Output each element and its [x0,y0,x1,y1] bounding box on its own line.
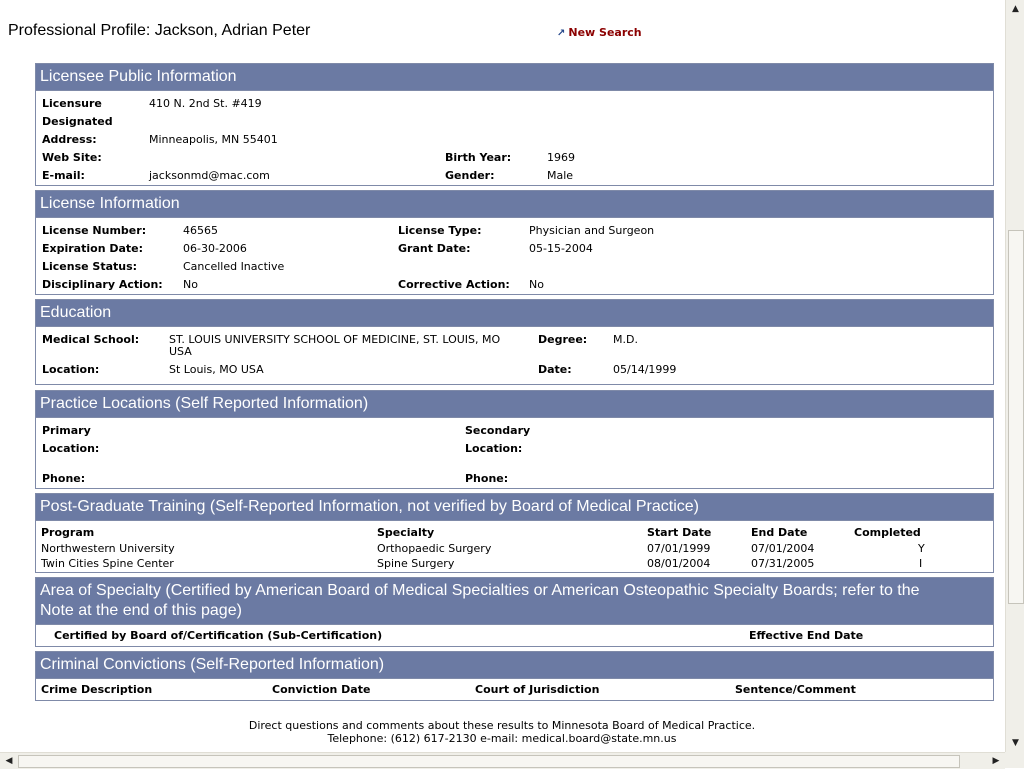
grant-date-value: 05-15-2004 [529,242,593,255]
training-col-specialty: Specialty [377,526,435,539]
link-arrow-icon: ↗ [557,28,566,39]
specialty-heading-line2: Note at the end of this page) [40,602,242,619]
gender-value: Male [547,169,574,182]
criminal-section [35,651,994,701]
address-line2: Minneapolis, MN 55401 [149,133,278,146]
address-label-2: Designated [42,115,113,128]
training-col-start: Start Date [647,526,712,539]
disciplinary-value: No [183,278,198,291]
secondary-label-2: Location: [465,442,523,455]
footer-line2: Telephone: (612) 617-2130 e-mail: medical.board@state.mn.us [327,732,677,745]
degree-label: Degree: [538,333,588,346]
education-heading: Education [36,300,993,326]
practice-section [35,390,994,489]
specialty-col-end: Effective End Date [749,629,864,642]
training-heading: Post-Graduate Training (Self-Reported Information, not verified by Board of Medical Practice) [36,494,993,520]
training-row-2-program: Twin Cities Spine Center [41,557,174,570]
criminal-col-description: Crime Description [41,683,153,696]
specialty-heading [36,578,993,624]
specialty-col-board: Certified by Board of/Certification (Sub-Certification) [54,629,383,642]
scroll-left-icon[interactable]: ◀ [5,756,13,766]
training-col-program: Program [41,526,95,539]
corrective-value: No [529,278,544,291]
new-search-label: New Search [568,26,642,39]
school-value-cont: USA [169,345,192,358]
licensee-section [35,63,994,186]
criminal-col-sentence: Sentence/Comment [735,683,856,696]
license-status-label: License Status: [42,260,138,273]
education-section [35,299,994,385]
license-status-value: Cancelled Inactive [183,260,285,273]
vertical-scrollbar[interactable] [1005,0,1024,752]
email-value: jacksonmd@mac.com [149,169,270,182]
address-line1: 410 N. 2nd St. #419 [149,97,262,110]
horizontal-scrollbar[interactable] [0,752,1005,769]
license-number-value: 46565 [183,224,218,237]
licensee-heading: Licensee Public Information [36,64,993,90]
scrollbar-corner [1005,752,1024,768]
practice-heading: Practice Locations (Self Reported Information) [36,391,993,417]
training-row-2-end: 07/31/2005 [751,557,815,570]
criminal-col-court: Court of Jurisdiction [475,683,600,696]
date-label: Date: [538,363,572,376]
grant-date-label: Grant Date: [398,242,471,255]
criminal-heading: Criminal Convictions (Self-Reported Information) [36,652,993,678]
license-section [35,190,994,295]
email-label: E-mail: [42,169,85,182]
secondary-phone-label: Phone: [465,472,509,485]
training-row-1-completed: Y [918,542,925,555]
scroll-right-icon[interactable]: ▶ [992,756,1000,766]
location-value: St Louis, MO USA [169,363,264,376]
scroll-up-icon[interactable]: ▲ [1012,4,1019,14]
gender-label: Gender: [445,169,495,182]
primary-phone-label: Phone: [42,472,86,485]
specialty-heading-line1: Area of Specialty (Certified by American Board of Medical Specialties or American Osteopathic Specialty Boards; refer to the [40,582,920,599]
training-row-2-completed: I [919,557,923,570]
license-number-label: License Number: [42,224,147,237]
training-row-1-specialty: Orthopaedic Surgery [377,542,492,555]
page-title: Professional Profile: Jackson, Adrian Peter [8,22,311,39]
school-label: Medical School: [42,333,140,346]
training-row-1-start: 07/01/1999 [647,542,711,555]
license-heading: License Information [36,191,993,217]
training-row-1-end: 07/01/2004 [751,542,815,555]
training-row-2-specialty: Spine Surgery [377,557,455,570]
license-type-label: License Type: [398,224,482,237]
training-section [35,493,994,573]
disciplinary-label: Disciplinary Action: [42,278,163,291]
location-label: Location: [42,363,100,376]
expiration-value: 06-30-2006 [183,242,247,255]
primary-label-2: Location: [42,442,100,455]
primary-label-1: Primary [42,424,91,437]
specialty-section [35,577,994,647]
birth-year-label: Birth Year: [445,151,512,164]
school-value: ST. LOUIS UNIVERSITY SCHOOL OF MEDICINE, ST. LOUIS, MO [169,333,501,346]
website-label: Web Site: [42,151,102,164]
corrective-label: Corrective Action: [398,278,510,291]
footer-line1: Direct questions and comments about these results to Minnesota Board of Medical Practice. [248,719,756,732]
horizontal-scroll-thumb[interactable] [18,755,960,768]
new-search-link[interactable] [557,26,642,39]
criminal-col-date: Conviction Date [272,683,371,696]
license-type-value: Physician and Surgeon [529,224,655,237]
expiration-label: Expiration Date: [42,242,144,255]
secondary-label-1: Secondary [465,424,531,437]
date-value: 05/14/1999 [613,363,677,376]
birth-year-value: 1969 [547,151,575,164]
vertical-scroll-thumb[interactable] [1008,230,1024,604]
training-col-end: End Date [751,526,808,539]
degree-value: M.D. [613,333,638,346]
training-row-1-program: Northwestern University [41,542,175,555]
training-row-2-start: 08/01/2004 [647,557,711,570]
address-label-3: Address: [42,133,97,146]
address-label-1: Licensure [42,97,102,110]
scroll-down-icon[interactable]: ▼ [1012,738,1019,748]
footer [0,719,1004,745]
training-col-completed: Completed [854,526,921,539]
